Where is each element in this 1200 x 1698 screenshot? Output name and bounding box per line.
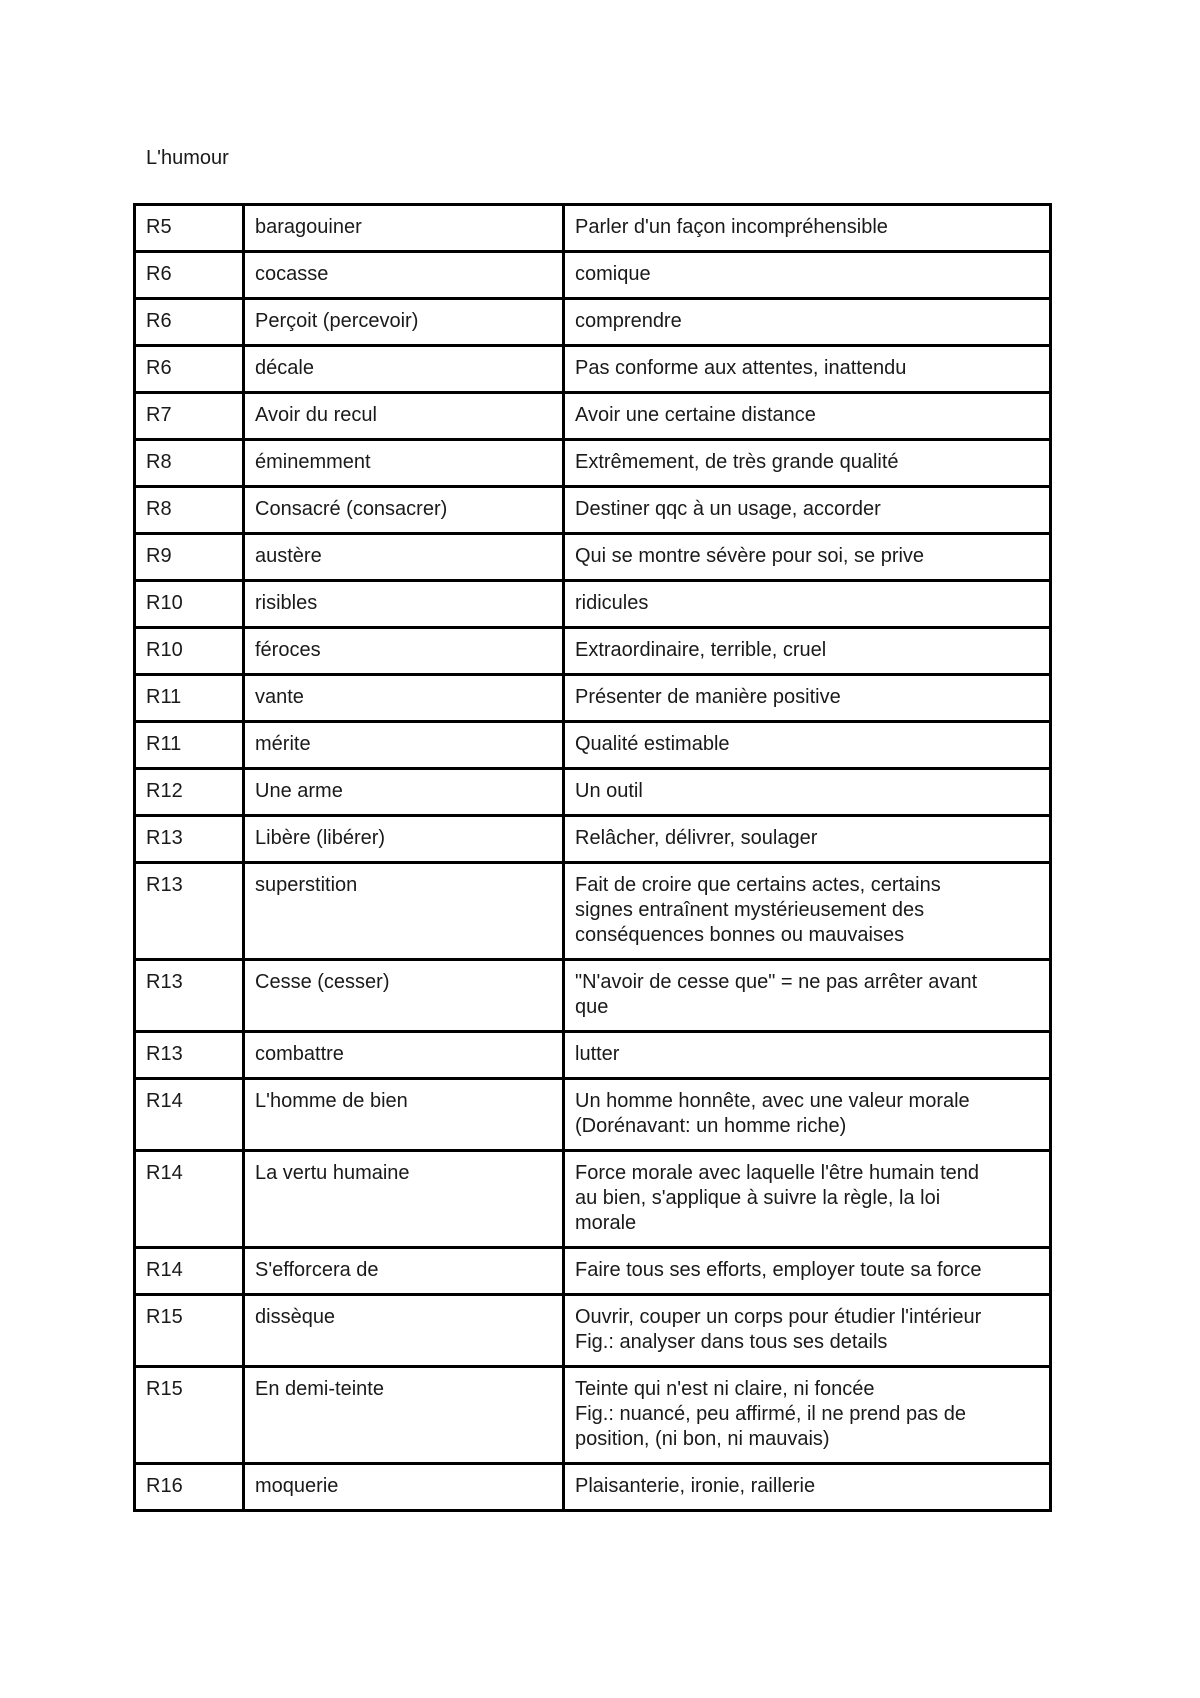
reference-cell: R10 bbox=[135, 581, 244, 628]
table-row bbox=[135, 816, 1051, 863]
word-cell: Cesse (cesser) bbox=[244, 960, 564, 1032]
vocabulary-table bbox=[133, 203, 1052, 1512]
reference-cell: R11 bbox=[135, 722, 244, 769]
definition-cell: comique bbox=[564, 252, 1051, 299]
word-cell: Libère (libérer) bbox=[244, 816, 564, 863]
definition-cell: Qui se montre sévère pour soi, se prive bbox=[564, 534, 1051, 581]
table-row bbox=[135, 960, 1051, 1032]
word-cell: Consacré (consacrer) bbox=[244, 487, 564, 534]
definition-cell: ridicules bbox=[564, 581, 1051, 628]
table-row bbox=[135, 769, 1051, 816]
word-cell: S'efforcera de bbox=[244, 1248, 564, 1295]
word-cell: La vertu humaine bbox=[244, 1151, 564, 1248]
reference-cell: R7 bbox=[135, 393, 244, 440]
word-cell: cocasse bbox=[244, 252, 564, 299]
definition-cell: "N'avoir de cesse que" = ne pas arrêter avant que bbox=[564, 960, 1051, 1032]
reference-cell: R13 bbox=[135, 863, 244, 960]
table-row bbox=[135, 675, 1051, 722]
page-title: L'humour bbox=[146, 147, 229, 169]
table-row bbox=[135, 581, 1051, 628]
table-row bbox=[135, 205, 1051, 252]
reference-cell: R8 bbox=[135, 487, 244, 534]
definition-cell: Relâcher, délivrer, soulager bbox=[564, 816, 1051, 863]
table-row bbox=[135, 487, 1051, 534]
reference-cell: R6 bbox=[135, 252, 244, 299]
word-cell: L'homme de bien bbox=[244, 1079, 564, 1151]
reference-cell: R14 bbox=[135, 1079, 244, 1151]
reference-cell: R12 bbox=[135, 769, 244, 816]
definition-cell: Extrêmement, de très grande qualité bbox=[564, 440, 1051, 487]
word-cell: combattre bbox=[244, 1032, 564, 1079]
table-row bbox=[135, 1367, 1051, 1464]
table-row bbox=[135, 1079, 1051, 1151]
table-row bbox=[135, 534, 1051, 581]
table-row bbox=[135, 440, 1051, 487]
vocabulary-table-body bbox=[135, 205, 1051, 1511]
word-cell: mérite bbox=[244, 722, 564, 769]
definition-cell: Destiner qqc à un usage, accorder bbox=[564, 487, 1051, 534]
word-cell: éminemment bbox=[244, 440, 564, 487]
table-row bbox=[135, 346, 1051, 393]
table-row bbox=[135, 863, 1051, 960]
table-row bbox=[135, 1032, 1051, 1079]
definition-cell: Plaisanterie, ironie, raillerie bbox=[564, 1464, 1051, 1511]
reference-cell: R9 bbox=[135, 534, 244, 581]
word-cell: vante bbox=[244, 675, 564, 722]
reference-cell: R10 bbox=[135, 628, 244, 675]
reference-cell: R13 bbox=[135, 1032, 244, 1079]
word-cell: austère bbox=[244, 534, 564, 581]
definition-cell: Faire tous ses efforts, employer toute sa force bbox=[564, 1248, 1051, 1295]
word-cell: risibles bbox=[244, 581, 564, 628]
reference-cell: R14 bbox=[135, 1248, 244, 1295]
table-row bbox=[135, 1151, 1051, 1248]
word-cell: baragouiner bbox=[244, 205, 564, 252]
definition-cell: Présenter de manière positive bbox=[564, 675, 1051, 722]
definition-cell: Pas conforme aux attentes, inattendu bbox=[564, 346, 1051, 393]
reference-cell: R15 bbox=[135, 1295, 244, 1367]
word-cell: superstition bbox=[244, 863, 564, 960]
word-cell: féroces bbox=[244, 628, 564, 675]
table-row bbox=[135, 252, 1051, 299]
definition-cell: Fait de croire que certains actes, certains signes entraînent mystérieusement des conséquences bonnes ou mauvaises bbox=[564, 863, 1051, 960]
reference-cell: R13 bbox=[135, 960, 244, 1032]
table-row bbox=[135, 1295, 1051, 1367]
table-row bbox=[135, 628, 1051, 675]
table-row bbox=[135, 722, 1051, 769]
word-cell: En demi-teinte bbox=[244, 1367, 564, 1464]
table-row bbox=[135, 393, 1051, 440]
reference-cell: R6 bbox=[135, 346, 244, 393]
definition-cell: Ouvrir, couper un corps pour étudier l'intérieur Fig.: analyser dans tous ses details bbox=[564, 1295, 1051, 1367]
word-cell: Perçoit (percevoir) bbox=[244, 299, 564, 346]
definition-cell: Avoir une certaine distance bbox=[564, 393, 1051, 440]
definition-cell: comprendre bbox=[564, 299, 1051, 346]
definition-cell: Extraordinaire, terrible, cruel bbox=[564, 628, 1051, 675]
word-cell: dissèque bbox=[244, 1295, 564, 1367]
table-row bbox=[135, 1248, 1051, 1295]
definition-cell: Teinte qui n'est ni claire, ni foncée Fig.: nuancé, peu affirmé, il ne prend pas de position, (ni bon, ni mauvais) bbox=[564, 1367, 1051, 1464]
reference-cell: R15 bbox=[135, 1367, 244, 1464]
definition-cell: Qualité estimable bbox=[564, 722, 1051, 769]
definition-cell: Force morale avec laquelle l'être humain tend au bien, s'applique à suivre la règle, la loi morale bbox=[564, 1151, 1051, 1248]
definition-cell: Parler d'un façon incompréhensible bbox=[564, 205, 1051, 252]
table-row bbox=[135, 299, 1051, 346]
definition-cell: Un outil bbox=[564, 769, 1051, 816]
reference-cell: R6 bbox=[135, 299, 244, 346]
word-cell: décale bbox=[244, 346, 564, 393]
reference-cell: R16 bbox=[135, 1464, 244, 1511]
reference-cell: R8 bbox=[135, 440, 244, 487]
definition-cell: Un homme honnête, avec une valeur morale (Dorénavant: un homme riche) bbox=[564, 1079, 1051, 1151]
definition-cell: lutter bbox=[564, 1032, 1051, 1079]
reference-cell: R11 bbox=[135, 675, 244, 722]
table-row bbox=[135, 1464, 1051, 1511]
word-cell: Une arme bbox=[244, 769, 564, 816]
word-cell: moquerie bbox=[244, 1464, 564, 1511]
reference-cell: R13 bbox=[135, 816, 244, 863]
reference-cell: R5 bbox=[135, 205, 244, 252]
word-cell: Avoir du recul bbox=[244, 393, 564, 440]
reference-cell: R14 bbox=[135, 1151, 244, 1248]
